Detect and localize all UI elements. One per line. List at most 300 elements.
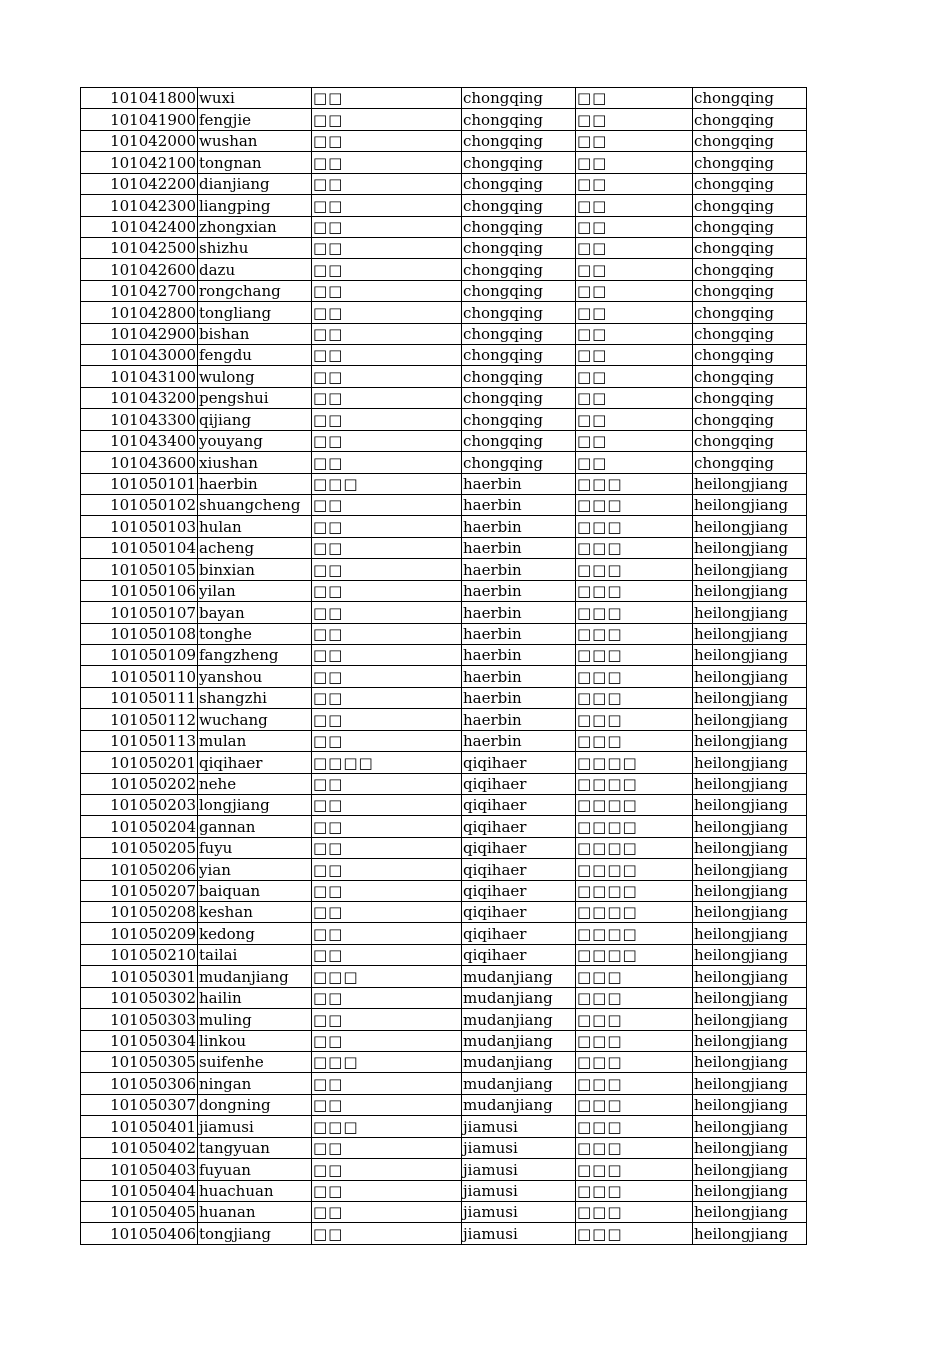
table-row (81, 173, 807, 194)
province-name-cell: □□□□ (576, 944, 693, 965)
province-pinyin-cell: heilongjiang (693, 623, 807, 644)
province-name-cell: □□ (576, 216, 693, 237)
city-code-cell: 101043600 (81, 452, 198, 473)
province-name-cell: □□□ (576, 987, 693, 1008)
city-name-cell: □□ (312, 195, 462, 216)
table-row (81, 88, 807, 109)
city-name-cell: □□ (312, 345, 462, 366)
city-pinyin-cell: bishan (198, 323, 312, 344)
province-name-cell: □□□ (576, 1137, 693, 1158)
city-pinyin-cell: tongjiang (198, 1223, 312, 1244)
province-pinyin-cell: chongqing (693, 345, 807, 366)
province-name-cell: □□ (576, 88, 693, 109)
province-name-cell: □□□ (576, 473, 693, 494)
city-pinyin-cell: youyang (198, 430, 312, 451)
province-name-cell: □□ (576, 345, 693, 366)
table-row (81, 280, 807, 301)
city-pinyin-cell: tailai (198, 944, 312, 965)
city-name-cell: □□ (312, 837, 462, 858)
city-pinyin-cell: longjiang (198, 794, 312, 815)
province-pinyin-cell: heilongjiang (693, 1051, 807, 1072)
prefecture-pinyin-cell: chongqing (462, 409, 576, 430)
city-code-cell: 101050113 (81, 730, 198, 751)
city-code-cell: 101041900 (81, 109, 198, 130)
table-row (81, 794, 807, 815)
province-pinyin-cell: chongqing (693, 387, 807, 408)
province-name-cell: □□□ (576, 516, 693, 537)
province-name-cell: □□□ (576, 495, 693, 516)
province-name-cell: □□ (576, 409, 693, 430)
table-row (81, 709, 807, 730)
table-row (81, 345, 807, 366)
city-code-cell: 101050307 (81, 1094, 198, 1115)
city-name-cell: □□ (312, 452, 462, 473)
table-row (81, 216, 807, 237)
province-name-cell: □□□□ (576, 773, 693, 794)
table-row (81, 1030, 807, 1051)
table-row (81, 559, 807, 580)
city-name-cell: □□□ (312, 1051, 462, 1072)
city-pinyin-cell: keshan (198, 902, 312, 923)
city-name-cell: □□ (312, 1159, 462, 1180)
city-pinyin-cell: rongchang (198, 280, 312, 301)
city-code-cell: 101050104 (81, 537, 198, 558)
city-pinyin-cell: binxian (198, 559, 312, 580)
table-row (81, 130, 807, 151)
city-code-cell: 101050301 (81, 966, 198, 987)
table-row (81, 237, 807, 258)
city-pinyin-cell: wushan (198, 130, 312, 151)
city-pinyin-cell: yilan (198, 580, 312, 601)
city-name-cell: □□ (312, 559, 462, 580)
prefecture-pinyin-cell: haerbin (462, 495, 576, 516)
city-name-cell: □□ (312, 216, 462, 237)
city-pinyin-cell: qiqihaer (198, 752, 312, 773)
city-pinyin-cell: bayan (198, 602, 312, 623)
city-code-cell: 101043400 (81, 430, 198, 451)
table-row (81, 152, 807, 173)
province-name-cell: □□ (576, 109, 693, 130)
province-name-cell: □□□ (576, 1223, 693, 1244)
province-name-cell: □□□ (576, 1009, 693, 1030)
province-name-cell: □□□ (576, 687, 693, 708)
prefecture-pinyin-cell: chongqing (462, 302, 576, 323)
city-pinyin-cell: yian (198, 859, 312, 880)
table-row (81, 1159, 807, 1180)
province-pinyin-cell: heilongjiang (693, 580, 807, 601)
province-pinyin-cell: chongqing (693, 173, 807, 194)
prefecture-pinyin-cell: chongqing (462, 387, 576, 408)
prefecture-pinyin-cell: haerbin (462, 602, 576, 623)
table-row (81, 409, 807, 430)
province-pinyin-cell: heilongjiang (693, 902, 807, 923)
prefecture-pinyin-cell: qiqihaer (462, 923, 576, 944)
table-row (81, 1051, 807, 1072)
province-name-cell: □□□ (576, 644, 693, 665)
province-pinyin-cell: heilongjiang (693, 730, 807, 751)
city-pinyin-cell: wulong (198, 366, 312, 387)
city-code-cell: 101042300 (81, 195, 198, 216)
city-code-cell: 101050206 (81, 859, 198, 880)
prefecture-pinyin-cell: mudanjiang (462, 966, 576, 987)
province-pinyin-cell: chongqing (693, 88, 807, 109)
table-row (81, 966, 807, 987)
province-pinyin-cell: chongqing (693, 302, 807, 323)
table-row (81, 666, 807, 687)
city-name-cell: □□ (312, 623, 462, 644)
province-name-cell: □□□□ (576, 880, 693, 901)
prefecture-pinyin-cell: jiamusi (462, 1180, 576, 1201)
province-pinyin-cell: heilongjiang (693, 559, 807, 580)
prefecture-pinyin-cell: qiqihaer (462, 794, 576, 815)
city-pinyin-cell: dongning (198, 1094, 312, 1115)
province-name-cell: □□□ (576, 966, 693, 987)
table-row (81, 837, 807, 858)
city-code-cell: 101043300 (81, 409, 198, 430)
prefecture-pinyin-cell: qiqihaer (462, 902, 576, 923)
city-pinyin-cell: fuyu (198, 837, 312, 858)
prefecture-pinyin-cell: chongqing (462, 88, 576, 109)
province-pinyin-cell: heilongjiang (693, 794, 807, 815)
city-name-cell: □□ (312, 880, 462, 901)
prefecture-pinyin-cell: haerbin (462, 644, 576, 665)
prefecture-pinyin-cell: haerbin (462, 580, 576, 601)
province-pinyin-cell: chongqing (693, 409, 807, 430)
city-name-cell: □□ (312, 537, 462, 558)
prefecture-pinyin-cell: qiqihaer (462, 880, 576, 901)
table-row (81, 623, 807, 644)
province-pinyin-cell: heilongjiang (693, 944, 807, 965)
city-code-cell: 101050110 (81, 666, 198, 687)
city-name-cell: □□ (312, 902, 462, 923)
city-name-cell: □□ (312, 366, 462, 387)
city-name-cell: □□ (312, 644, 462, 665)
city-code-cell: 101043100 (81, 366, 198, 387)
city-code-cell: 101042800 (81, 302, 198, 323)
city-pinyin-cell: qijiang (198, 409, 312, 430)
city-pinyin-cell: linkou (198, 1030, 312, 1051)
prefecture-pinyin-cell: haerbin (462, 666, 576, 687)
city-pinyin-cell: hulan (198, 516, 312, 537)
city-code-cell: 101042600 (81, 259, 198, 280)
city-pinyin-cell: kedong (198, 923, 312, 944)
table-row (81, 987, 807, 1008)
prefecture-pinyin-cell: chongqing (462, 280, 576, 301)
province-name-cell: □□□ (576, 1116, 693, 1137)
city-pinyin-cell: liangping (198, 195, 312, 216)
province-pinyin-cell: heilongjiang (693, 923, 807, 944)
city-name-cell: □□ (312, 816, 462, 837)
city-pinyin-cell: ningan (198, 1073, 312, 1094)
province-pinyin-cell: heilongjiang (693, 1180, 807, 1201)
city-name-cell: □□ (312, 1137, 462, 1158)
city-name-cell: □□ (312, 1073, 462, 1094)
province-pinyin-cell: heilongjiang (693, 816, 807, 837)
province-name-cell: □□□ (576, 1073, 693, 1094)
province-name-cell: □□□ (576, 623, 693, 644)
city-name-cell: □□ (312, 1009, 462, 1030)
province-pinyin-cell: chongqing (693, 323, 807, 344)
city-name-cell: □□ (312, 1180, 462, 1201)
city-name-cell: □□ (312, 495, 462, 516)
city-code-cell: 101050303 (81, 1009, 198, 1030)
prefecture-pinyin-cell: chongqing (462, 195, 576, 216)
city-name-cell: □□ (312, 409, 462, 430)
city-code-cell: 101050105 (81, 559, 198, 580)
city-code-cell: 101043200 (81, 387, 198, 408)
table-row (81, 1137, 807, 1158)
table-row (81, 516, 807, 537)
prefecture-pinyin-cell: haerbin (462, 623, 576, 644)
city-name-cell: □□ (312, 387, 462, 408)
table-row (81, 1201, 807, 1222)
prefecture-pinyin-cell: mudanjiang (462, 1094, 576, 1115)
province-name-cell: □□□□ (576, 752, 693, 773)
province-pinyin-cell: chongqing (693, 259, 807, 280)
province-name-cell: □□□□ (576, 837, 693, 858)
table-row (81, 752, 807, 773)
table-row (81, 773, 807, 794)
city-pinyin-cell: fuyuan (198, 1159, 312, 1180)
prefecture-pinyin-cell: chongqing (462, 216, 576, 237)
city-code-cell: 101050108 (81, 623, 198, 644)
prefecture-pinyin-cell: qiqihaer (462, 859, 576, 880)
province-pinyin-cell: heilongjiang (693, 1009, 807, 1030)
prefecture-pinyin-cell: haerbin (462, 730, 576, 751)
table-row (81, 366, 807, 387)
city-pinyin-cell: wuxi (198, 88, 312, 109)
province-pinyin-cell: heilongjiang (693, 1159, 807, 1180)
province-pinyin-cell: heilongjiang (693, 516, 807, 537)
city-pinyin-cell: wuchang (198, 709, 312, 730)
province-name-cell: □□□ (576, 1094, 693, 1115)
city-name-cell: □□ (312, 1094, 462, 1115)
province-pinyin-cell: heilongjiang (693, 1030, 807, 1051)
city-name-cell: □□ (312, 1030, 462, 1051)
province-pinyin-cell: heilongjiang (693, 773, 807, 794)
province-pinyin-cell: chongqing (693, 237, 807, 258)
prefecture-pinyin-cell: haerbin (462, 516, 576, 537)
table-row (81, 1180, 807, 1201)
province-name-cell: □□□ (576, 537, 693, 558)
province-pinyin-cell: heilongjiang (693, 537, 807, 558)
city-pinyin-cell: pengshui (198, 387, 312, 408)
prefecture-pinyin-cell: mudanjiang (462, 987, 576, 1008)
province-name-cell: □□□ (576, 580, 693, 601)
city-pinyin-cell: shangzhi (198, 687, 312, 708)
city-pinyin-cell: mudanjiang (198, 966, 312, 987)
city-name-cell: □□ (312, 152, 462, 173)
city-code-cell: 101042200 (81, 173, 198, 194)
city-name-cell: □□ (312, 944, 462, 965)
province-pinyin-cell: chongqing (693, 216, 807, 237)
table-row (81, 537, 807, 558)
prefecture-pinyin-cell: chongqing (462, 130, 576, 151)
province-name-cell: □□ (576, 323, 693, 344)
table-row (81, 302, 807, 323)
city-code-cell: 101050405 (81, 1201, 198, 1222)
city-code-cell: 101050406 (81, 1223, 198, 1244)
city-code-cell: 101050201 (81, 752, 198, 773)
prefecture-pinyin-cell: chongqing (462, 345, 576, 366)
table-row (81, 880, 807, 901)
table-row (81, 495, 807, 516)
city-name-cell: □□□ (312, 966, 462, 987)
city-name-cell: □□ (312, 430, 462, 451)
table-row (81, 195, 807, 216)
table-row (81, 387, 807, 408)
prefecture-pinyin-cell: qiqihaer (462, 752, 576, 773)
city-name-cell: □□ (312, 237, 462, 258)
province-name-cell: □□ (576, 173, 693, 194)
table-row (81, 902, 807, 923)
city-pinyin-cell: tongliang (198, 302, 312, 323)
table-row (81, 944, 807, 965)
city-pinyin-cell: dianjiang (198, 173, 312, 194)
city-code-cell: 101042900 (81, 323, 198, 344)
province-pinyin-cell: heilongjiang (693, 1094, 807, 1115)
city-pinyin-cell: muling (198, 1009, 312, 1030)
city-pinyin-cell: tongnan (198, 152, 312, 173)
province-name-cell: □□ (576, 302, 693, 323)
province-name-cell: □□□ (576, 1030, 693, 1051)
province-pinyin-cell: heilongjiang (693, 837, 807, 858)
city-pinyin-cell: tangyuan (198, 1137, 312, 1158)
province-pinyin-cell: chongqing (693, 109, 807, 130)
city-pinyin-cell: huachuan (198, 1180, 312, 1201)
table-row (81, 816, 807, 837)
table-row (81, 452, 807, 473)
prefecture-pinyin-cell: chongqing (462, 152, 576, 173)
province-name-cell: □□ (576, 366, 693, 387)
province-name-cell: □□ (576, 430, 693, 451)
prefecture-pinyin-cell: qiqihaer (462, 816, 576, 837)
city-code-cell: 101050401 (81, 1116, 198, 1137)
province-name-cell: □□□ (576, 730, 693, 751)
prefecture-pinyin-cell: mudanjiang (462, 1051, 576, 1072)
province-name-cell: □□ (576, 259, 693, 280)
city-name-cell: □□ (312, 709, 462, 730)
province-pinyin-cell: heilongjiang (693, 602, 807, 623)
province-pinyin-cell: chongqing (693, 130, 807, 151)
province-name-cell: □□ (576, 387, 693, 408)
province-name-cell: □□□ (576, 1180, 693, 1201)
city-pinyin-cell: suifenhe (198, 1051, 312, 1072)
prefecture-pinyin-cell: chongqing (462, 452, 576, 473)
table-row (81, 473, 807, 494)
table-body (81, 88, 807, 1245)
city-name-cell: □□ (312, 259, 462, 280)
table-row (81, 1116, 807, 1137)
city-pinyin-cell: tonghe (198, 623, 312, 644)
city-code-cell: 101041800 (81, 88, 198, 109)
prefecture-pinyin-cell: mudanjiang (462, 1009, 576, 1030)
city-code-cell: 101050101 (81, 473, 198, 494)
prefecture-pinyin-cell: chongqing (462, 109, 576, 130)
city-name-cell: □□ (312, 280, 462, 301)
city-code-cell: 101050403 (81, 1159, 198, 1180)
table-row (81, 687, 807, 708)
city-name-cell: □□ (312, 773, 462, 794)
province-name-cell: □□ (576, 237, 693, 258)
city-code-cell: 101050112 (81, 709, 198, 730)
city-name-cell: □□ (312, 794, 462, 815)
city-code-cell: 101042100 (81, 152, 198, 173)
table-row (81, 923, 807, 944)
province-pinyin-cell: heilongjiang (693, 1073, 807, 1094)
prefecture-pinyin-cell: chongqing (462, 366, 576, 387)
city-name-cell: □□ (312, 987, 462, 1008)
prefecture-pinyin-cell: chongqing (462, 237, 576, 258)
prefecture-pinyin-cell: mudanjiang (462, 1030, 576, 1051)
city-code-cell: 101050402 (81, 1137, 198, 1158)
prefecture-pinyin-cell: haerbin (462, 687, 576, 708)
province-name-cell: □□ (576, 152, 693, 173)
province-name-cell: □□ (576, 452, 693, 473)
prefecture-pinyin-cell: qiqihaer (462, 837, 576, 858)
table-row (81, 1073, 807, 1094)
province-name-cell: □□□ (576, 1159, 693, 1180)
city-name-cell: □□ (312, 730, 462, 751)
prefecture-pinyin-cell: qiqihaer (462, 773, 576, 794)
province-pinyin-cell: heilongjiang (693, 473, 807, 494)
province-pinyin-cell: heilongjiang (693, 687, 807, 708)
prefecture-pinyin-cell: chongqing (462, 173, 576, 194)
province-name-cell: □□□□ (576, 859, 693, 880)
prefecture-pinyin-cell: chongqing (462, 323, 576, 344)
city-code-cell: 101050208 (81, 902, 198, 923)
city-code-cell: 101050305 (81, 1051, 198, 1072)
city-name-cell: □□ (312, 602, 462, 623)
city-code-cell: 101050204 (81, 816, 198, 837)
table-row (81, 430, 807, 451)
province-name-cell: □□□□ (576, 794, 693, 815)
prefecture-pinyin-cell: jiamusi (462, 1116, 576, 1137)
city-name-cell: □□□ (312, 473, 462, 494)
city-code-cell: 101050404 (81, 1180, 198, 1201)
table-row (81, 1223, 807, 1244)
city-pinyin-cell: haerbin (198, 473, 312, 494)
city-code-cell: 101050111 (81, 687, 198, 708)
city-name-cell: □□ (312, 302, 462, 323)
city-pinyin-cell: shuangcheng (198, 495, 312, 516)
city-name-cell: □□ (312, 130, 462, 151)
city-code-cell: 101042700 (81, 280, 198, 301)
province-pinyin-cell: heilongjiang (693, 1223, 807, 1244)
city-name-cell: □□ (312, 1223, 462, 1244)
table-row (81, 1009, 807, 1030)
city-code-cell: 101050205 (81, 837, 198, 858)
prefecture-pinyin-cell: haerbin (462, 709, 576, 730)
city-pinyin-cell: mulan (198, 730, 312, 751)
city-name-cell: □□ (312, 88, 462, 109)
province-name-cell: □□□□ (576, 902, 693, 923)
prefecture-pinyin-cell: jiamusi (462, 1201, 576, 1222)
province-name-cell: □□□ (576, 1051, 693, 1072)
city-code-cell: 101050302 (81, 987, 198, 1008)
prefecture-pinyin-cell: chongqing (462, 430, 576, 451)
city-name-cell: □□ (312, 666, 462, 687)
city-pinyin-cell: dazu (198, 259, 312, 280)
city-name-cell: □□ (312, 687, 462, 708)
city-name-cell: □□ (312, 859, 462, 880)
table-row (81, 644, 807, 665)
province-name-cell: □□ (576, 130, 693, 151)
province-name-cell: □□ (576, 280, 693, 301)
city-code-cell: 101050103 (81, 516, 198, 537)
province-pinyin-cell: chongqing (693, 280, 807, 301)
province-pinyin-cell: chongqing (693, 366, 807, 387)
